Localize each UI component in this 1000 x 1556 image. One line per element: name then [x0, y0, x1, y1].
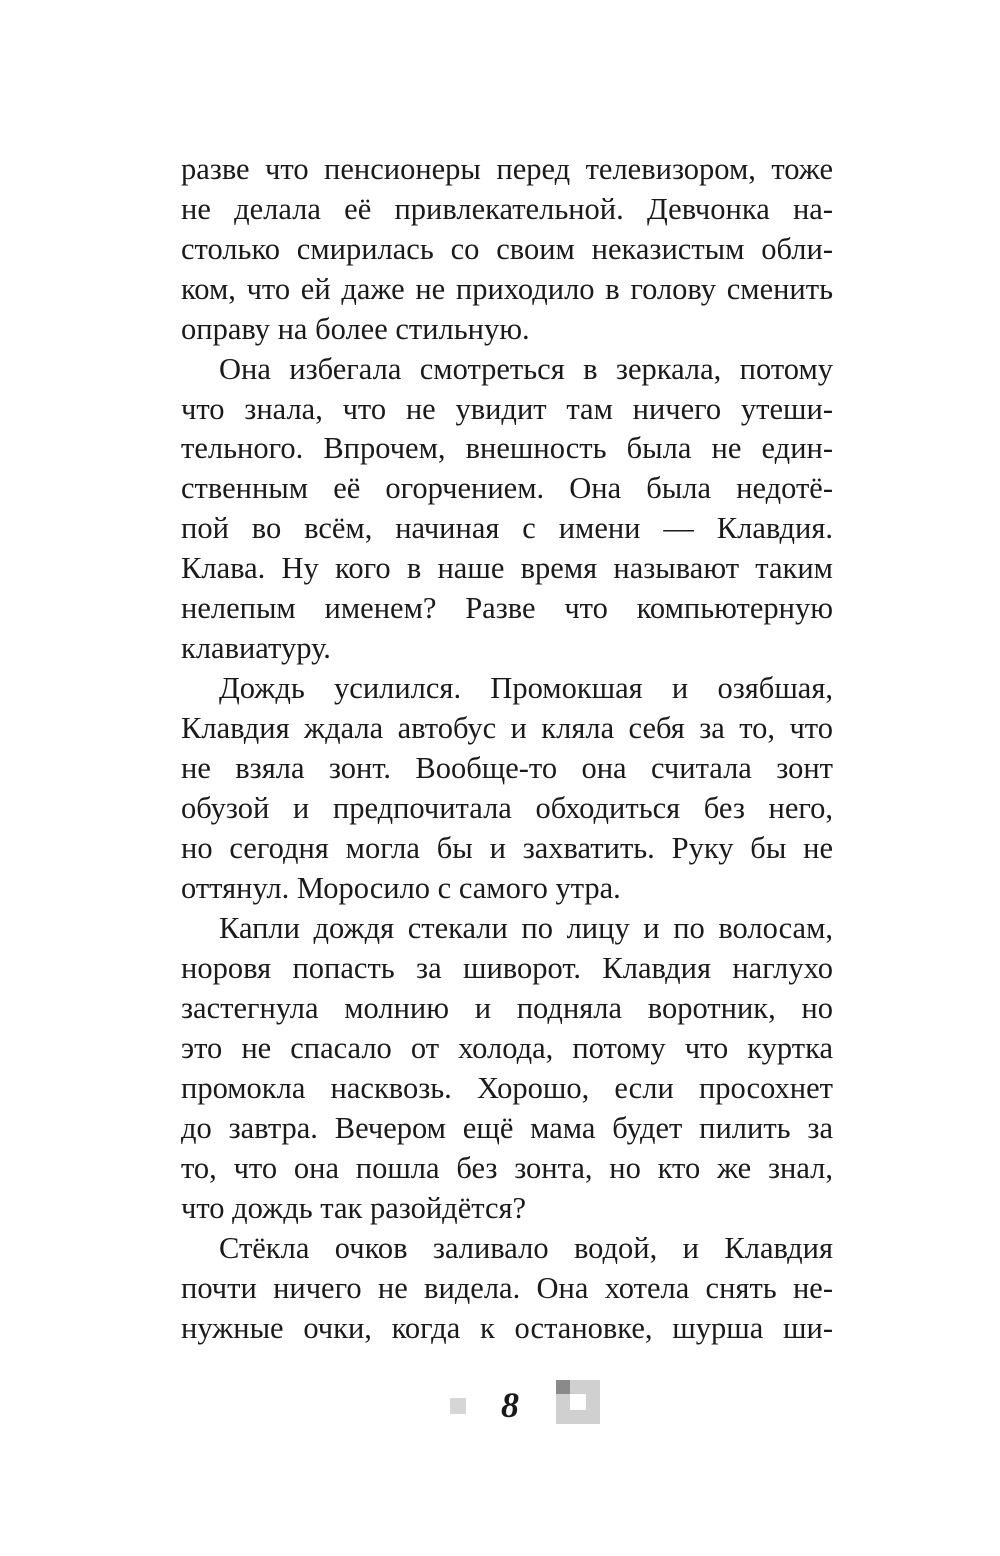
text-line: пой во всём, начиная с имени — Клавдия.: [181, 511, 833, 545]
text-line: Клава. Ну кого в наше время называют таким: [181, 551, 833, 585]
text-line: не взяла зонт. Вообще-то она считала зонт: [181, 751, 833, 785]
text-line: промокла насквозь. Хорошо, если просохнет: [181, 1071, 833, 1105]
text-line: оттянул. Моросило с самого утра.: [181, 871, 621, 905]
text-line: ственным её огорчением. Она была недотё-: [181, 471, 833, 505]
text-line: то, что она пошла без зонта, но кто же знал,: [181, 1151, 833, 1185]
page-number: 8: [501, 1385, 519, 1425]
text-line: Стёкла очков заливало водой, и Клавдия: [219, 1231, 833, 1265]
text-line: Клавдия ждала автобус и кляла себя за то, что: [181, 711, 833, 745]
text-line: оправу на более стильную.: [181, 312, 530, 346]
text-line: Дождь усилился. Промокшая и озябшая,: [219, 671, 833, 705]
decorative-square-icon: [570, 1394, 586, 1410]
text-line: столько смирилась со своим неказистым обли-: [181, 232, 833, 266]
page-footer: [0, 1380, 1000, 1430]
text-line: почти ничего не видела. Она хотела снять не-: [181, 1271, 833, 1305]
text-line: до завтра. Вечером ещё мама будет пилить за: [181, 1111, 833, 1145]
text-line: Она избегала смотреться в зеркала, потому: [219, 352, 833, 386]
text-line: нужные очки, когда к остановке, шурша ши-: [181, 1311, 833, 1345]
text-line: не делала её привлекательной. Девчонка на-: [181, 192, 833, 226]
text-line: норовя попасть за шиворот. Клавдия наглухо: [181, 951, 833, 985]
decorative-square-icon: [450, 1398, 466, 1414]
text-line: но сегодня могла бы и захватить. Руку бы не: [181, 831, 833, 865]
text-line: тельного. Впрочем, внешность была не един-: [181, 431, 833, 465]
text-line: клавиатуру.: [181, 631, 331, 665]
text-line: ком, что ей даже не приходило в голову сменить: [181, 272, 833, 306]
text-line: нелепым именем? Разве что компьютерную: [181, 591, 833, 625]
text-line: застегнула молнию и подняла воротник, но: [181, 991, 833, 1025]
decorative-square-icon: [556, 1380, 570, 1394]
text-line: это не спасало от холода, потому что куртка: [181, 1031, 833, 1065]
text-line: разве что пенсионеры перед телевизором, тоже: [181, 152, 833, 186]
text-line: что дождь так разойдётся?: [181, 1191, 527, 1225]
text-line: Капли дождя стекали по лицу и по волосам,: [219, 911, 833, 945]
text-line: обузой и предпочитала обходиться без него,: [181, 791, 833, 825]
text-line: что знала, что не увидит там ничего утеши-: [181, 392, 833, 426]
